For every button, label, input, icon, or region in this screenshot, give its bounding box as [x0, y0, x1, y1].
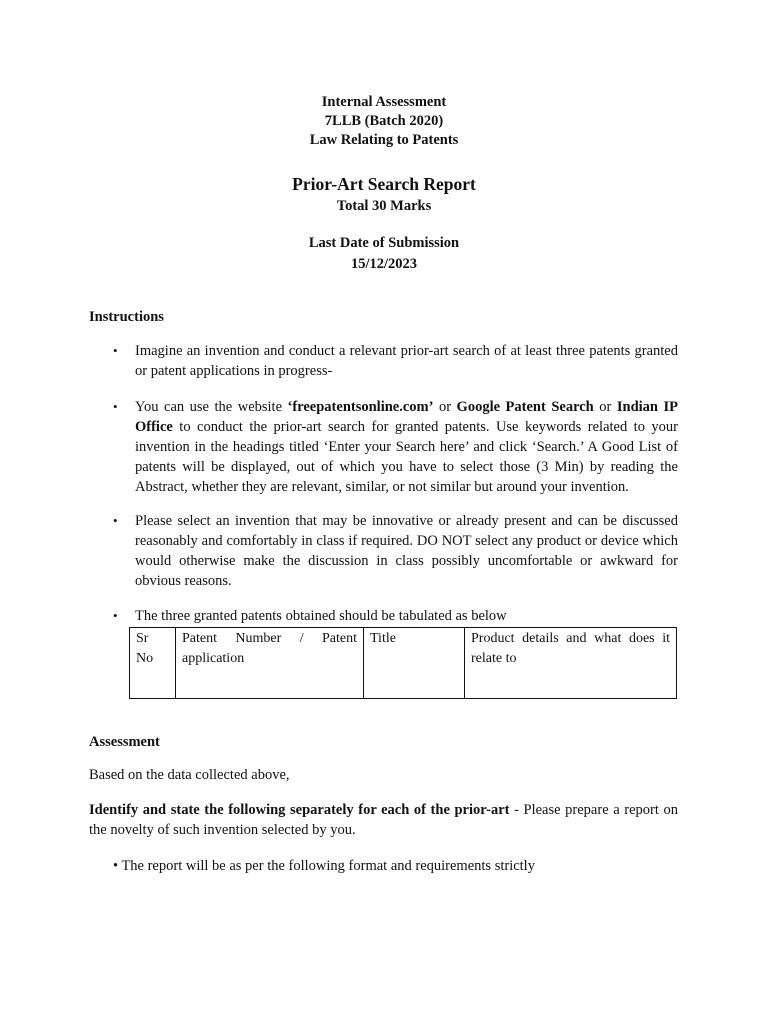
- assessment-heading: Assessment: [89, 734, 160, 750]
- item2-text-3: or: [593, 399, 617, 415]
- instruction-item-4: The three granted patents obtained should be tabulated as below: [135, 608, 507, 624]
- bullet-icon: •: [113, 608, 118, 623]
- submission-date: 15/12/2023: [350, 256, 418, 272]
- header-line-3: Law Relating to Patents: [309, 132, 459, 148]
- header-sr-no: Sr No: [130, 628, 176, 699]
- identify-rest-text: - Please prepare a report on the novelty of such invention selected by you.: [89, 802, 678, 838]
- header-patent-number: Patent Number / Patent application: [176, 628, 364, 699]
- identify-bold-text: Identify and state the following separately for each of the prior-art: [89, 802, 510, 818]
- item2-text-4: to conduct the prior-art search for granted patents. Use keywords related to your invention in the headings titled ‘Enter your Search here’ and click ‘Search.’ A Good List of patents will be displayed, out of which you have to select those (3 Min) by reading the Abstract, whether they are relevant, similar, or not similar but around your invention.: [135, 419, 678, 495]
- instructions-heading: Instructions: [89, 309, 164, 325]
- header-line-1: Internal Assessment: [321, 94, 447, 110]
- report-format-bullet: • The report will be as per the following format and requirements strictly: [113, 858, 535, 874]
- item2-google-patents: Google Patent Search: [456, 399, 594, 415]
- identify-paragraph: [89, 800, 678, 840]
- header-line-2: 7LLB (Batch 2020): [324, 113, 444, 129]
- patent-table: [129, 627, 677, 699]
- instruction-item-3: Please select an invention that may be innovative or already present and can be discussed reasonably and comfortably in class if required. DO NOT select any product or device which would otherwise make the discussion in class possibly uncomfortable or awkward for obvious reasons.: [135, 513, 678, 589]
- report-title: Prior-Art Search Report: [292, 174, 476, 194]
- item2-indian-ip-office: Indian IP Office: [135, 399, 678, 435]
- item2-text-1: You can use the website: [135, 399, 288, 415]
- total-marks: Total 30 Marks: [336, 198, 432, 214]
- assessment-intro: Based on the data collected above,: [89, 767, 290, 783]
- bullet-icon: •: [113, 343, 118, 358]
- bullet-icon: •: [113, 513, 118, 528]
- header-title: Title: [364, 628, 465, 699]
- table-row: [130, 628, 677, 699]
- header-product-details: Product details and what does it relate to: [465, 628, 677, 699]
- instruction-item-1: Imagine an invention and conduct a relevant prior-art search of at least three patents granted or patent applications in progress-: [135, 343, 678, 379]
- item2-text-2: or: [433, 399, 457, 415]
- instruction-item-2: [135, 397, 678, 497]
- bullet-icon: •: [113, 399, 118, 414]
- submission-label: Last Date of Submission: [308, 235, 460, 251]
- item2-website: ‘freepatentsonline.com’: [287, 399, 434, 415]
